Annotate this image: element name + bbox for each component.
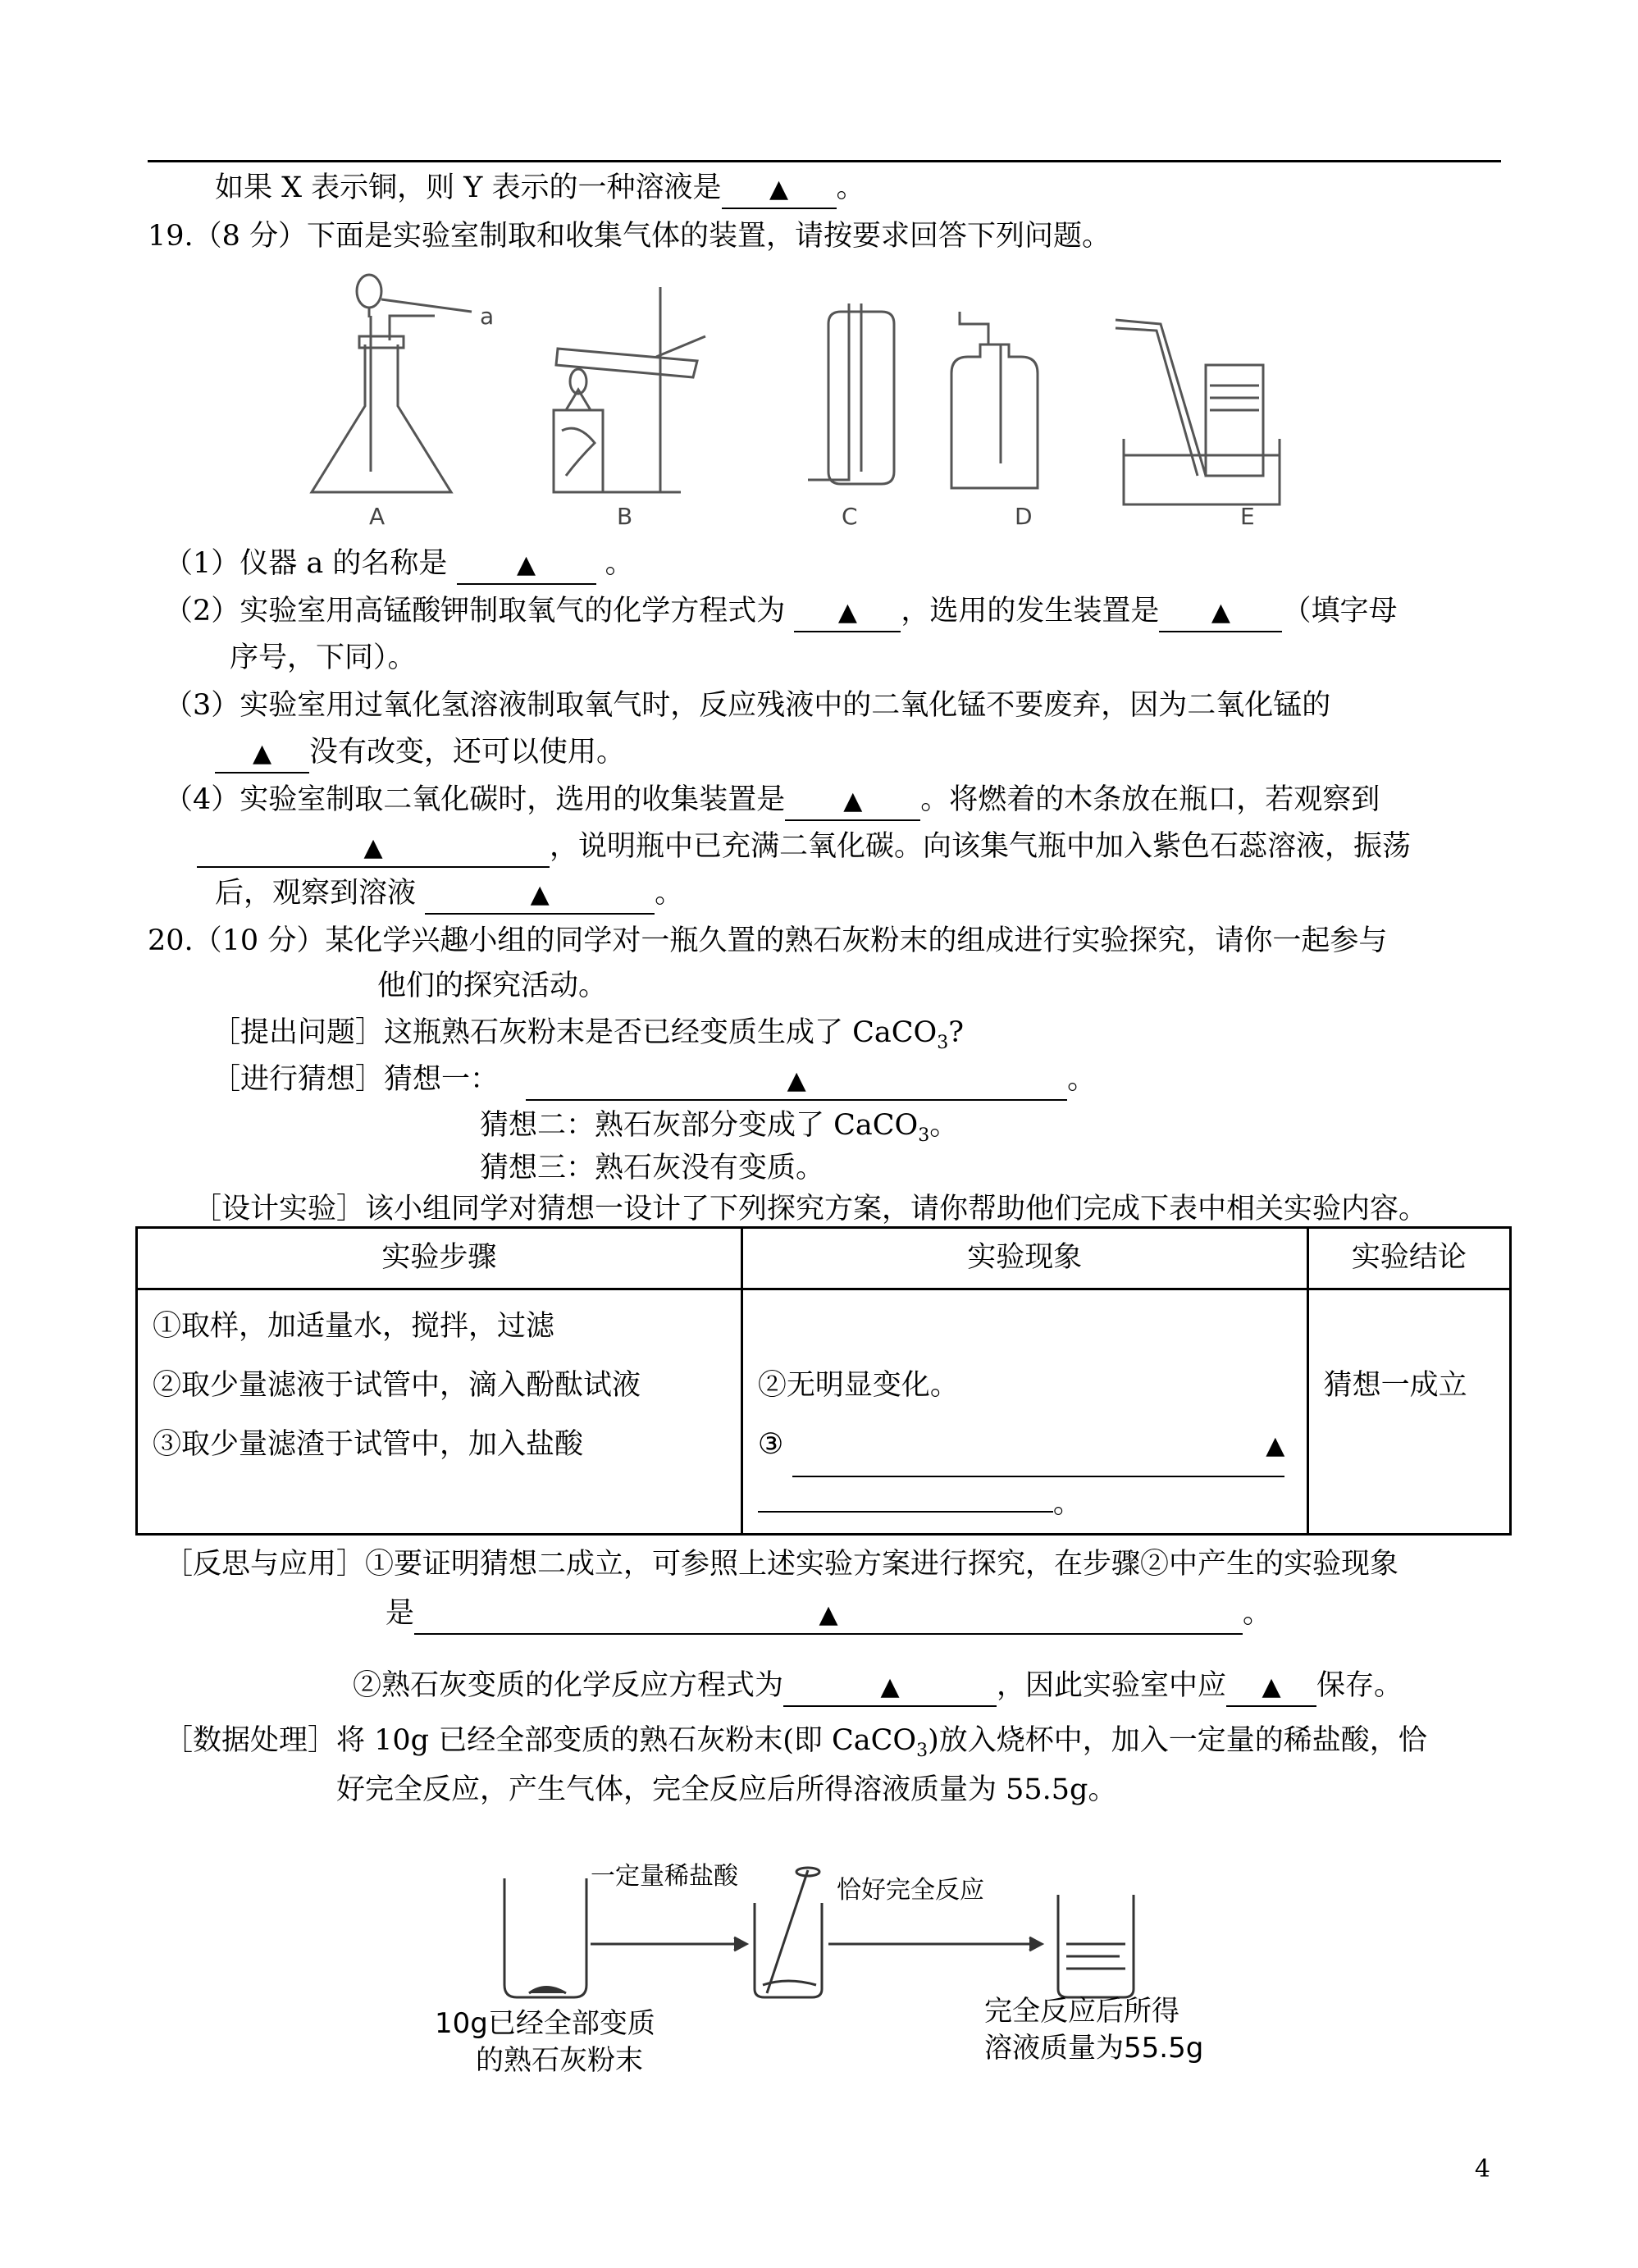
table-cell-phenomena (741, 1289, 1307, 1535)
answer-blank[interactable] (457, 545, 596, 585)
q20-guess3: 猜想三：熟石灰没有变质。 (480, 1152, 825, 1184)
phenomenon-3 (758, 1415, 1292, 1474)
figure-label-b-caption: B (617, 503, 633, 530)
answer-blank[interactable] (425, 875, 655, 915)
q19-part3: （3）实验室用过氧化氢溶液制取氧气时，反应残液中的二氧化锰不要废弃，因为二氧化锰的 (164, 689, 1331, 722)
q20-reflect1-text-b: 是 (386, 1597, 415, 1630)
figure-label-a: a (480, 303, 495, 330)
beaker-stirring-icon (755, 1868, 822, 1997)
q20-question (212, 1015, 964, 1056)
figure-label-a-caption: A (369, 503, 386, 530)
figure-label-e-caption: E (1240, 503, 1255, 530)
step-2: ②取少量滤液于试管中，滴入酚酞试液 (153, 1369, 641, 1402)
q20-reflect1-line2 (386, 1595, 1271, 1635)
q19-part4-text-c: ，说明瓶中已充满二氧化碳。向该集气瓶中加入紫色石蕊溶液，振荡 (550, 830, 1412, 863)
apparatus-e-water-trough (1116, 320, 1280, 504)
q20-data (164, 1723, 1427, 1764)
q19-part4-line2 (197, 828, 1411, 868)
apparatus-figure (295, 267, 1362, 537)
beaker-powder-icon (504, 1878, 586, 1997)
conclusion-text: 猜想一成立 (1323, 1369, 1467, 1402)
q20-data-subscript: 3 (916, 1741, 929, 1761)
q20-guess1-text: ［进行猜想］猜想一： (212, 1063, 500, 1096)
answer-blank[interactable] (783, 1668, 997, 1707)
answer-mark-triangle: ▲ (843, 787, 863, 815)
left-caption-line1: 10g已经全部变质 (435, 2007, 655, 2040)
answer-mark-triangle: ▲ (1262, 1672, 1281, 1701)
right-caption-line1: 完全反应后所得 (984, 1995, 1179, 2028)
q19-part3-text-b: 没有改变，还可以使用。 (309, 736, 626, 769)
step-3: ③取少量滤渣于试管中，加入盐酸 (153, 1428, 584, 1461)
answer-blank[interactable] (792, 1415, 1284, 1477)
q19-part4-text-d: 后，观察到溶液 (215, 877, 417, 910)
q20-question-end: ? (948, 1016, 965, 1049)
answer-mark-triangle: ▲ (787, 1066, 806, 1095)
experiment-table (135, 1226, 1512, 1536)
q18-tail-line (215, 170, 865, 209)
page-number: 4 (1474, 2155, 1490, 2184)
q19-part2-text: （2）实验室用高锰酸钾制取氧气的化学方程式为 (164, 595, 786, 627)
answer-mark-triangle: ▲ (363, 833, 383, 862)
table-cell-steps (137, 1289, 742, 1535)
answer-mark-triangle: ▲ (1266, 1431, 1285, 1460)
answer-mark-triangle: ▲ (880, 1672, 900, 1701)
q19-part2-line2: 序号，下同）。 (230, 641, 417, 674)
table-header-row (137, 1228, 1511, 1289)
answer-blank[interactable] (414, 1595, 1243, 1635)
apparatus-c-collection-bottle (808, 303, 894, 484)
answer-mark-triangle: ▲ (1211, 598, 1230, 627)
answer-blank[interactable] (1159, 593, 1282, 632)
apparatus-d-collection-bottle (951, 312, 1038, 488)
q20-data-line2: 好完全反应，产生气体，完全反应后所得溶液质量为 55.5g。 (336, 1773, 1117, 1806)
table-cell-conclusion (1307, 1289, 1510, 1535)
q20-guess2-text: 猜想二：熟石灰部分变成了 CaCO (480, 1109, 919, 1142)
q20-reflect2-end: 保存。 (1316, 1669, 1403, 1702)
q20-guess2-end: 。 (929, 1109, 959, 1142)
q20-question-text: ［提出问题］这瓶熟石灰粉末是否已经变质生成了 CaCO (212, 1016, 938, 1049)
phenomenon-3-line2 (758, 1474, 1292, 1533)
phenomenon-3-label: ③ (757, 1428, 784, 1461)
q20-stem: 20.（10 分）某化学兴趣小组的同学对一瓶久置的熟石灰粉末的组成进行实验探究，请你一起参与 (148, 924, 1388, 957)
answer-mark-triangle: ▲ (530, 880, 550, 909)
answer-blank[interactable] (794, 593, 901, 632)
q20-guess2-subscript: 3 (918, 1125, 930, 1146)
q19-part2-text-b: ，选用的发生装置是 (901, 595, 1160, 627)
table-header-conclusion: 实验结论 (1307, 1228, 1510, 1289)
apparatus-a-conical-flask (312, 275, 472, 492)
step-1: ①取样，加适量水，搅拌，过滤 (153, 1310, 555, 1343)
q20-guess1-end: 。 (1067, 1063, 1097, 1096)
q18-tail-end: 。 (836, 171, 865, 204)
left-caption-line2: 的熟石灰粉末 (476, 2044, 643, 2077)
answer-blank[interactable] (1226, 1668, 1316, 1707)
answer-blank[interactable] (785, 782, 920, 821)
q19-part4 (164, 782, 1380, 821)
answer-mark-triangle: ▲ (769, 175, 789, 203)
answer-mark-triangle: ▲ (837, 598, 857, 627)
answer-blank[interactable] (722, 170, 837, 209)
answer-mark-triangle: ▲ (819, 1600, 838, 1629)
q19-part1 (164, 545, 634, 585)
arrow2-label: 恰好完全反应 (837, 1876, 984, 1905)
q19-part2 (164, 593, 1397, 632)
q19-part3-line2 (215, 734, 625, 773)
q19-part2-text-c: （填字母 (1282, 595, 1398, 627)
answer-mark-triangle: ▲ (252, 739, 272, 768)
table-row (137, 1289, 1511, 1535)
q20-data-text-b: )放入烧杯中，加入一定量的稀盐酸，恰 (928, 1724, 1427, 1757)
q20-reflect2 (353, 1668, 1403, 1707)
right-caption-line2: 溶液质量为55.5g (984, 2032, 1204, 2065)
phenomenon-2: ②无明显变化。 (757, 1369, 959, 1402)
phenomenon-3-end: 。 (1052, 1487, 1082, 1520)
table-header-steps: 实验步骤 (137, 1228, 742, 1289)
q20-data-text: ［数据处理］将 10g 已经全部变质的熟石灰粉末(即 CaCO (164, 1724, 917, 1757)
q19-part4-end: 。 (655, 877, 684, 910)
q20-reflect1: ［反思与应用］①要证明猜想二成立，可参照上述实验方案进行探究，在步骤②中产生的实验现象 (164, 1548, 1399, 1581)
q20-guess1 (212, 1061, 1096, 1101)
answer-blank[interactable] (758, 1511, 1053, 1513)
apparatus-b-heating-setup (554, 287, 705, 492)
answer-blank[interactable] (197, 828, 550, 868)
q20-guess2 (480, 1107, 958, 1148)
q18-tail-text: 如果 X 表示铜，则 Y 表示的一种溶液是 (215, 171, 722, 204)
q19-part4-text: （4）实验室制取二氧化碳时，选用的收集装置是 (164, 783, 786, 816)
q20-question-subscript: 3 (937, 1033, 949, 1053)
q19-part1-end: 。 (605, 547, 634, 580)
answer-blank[interactable] (215, 734, 309, 773)
header-rule (148, 160, 1501, 162)
q19-part1-text: （1）仪器 a 的名称是 (164, 547, 448, 580)
arrow1-label: 一定量稀盐酸 (591, 1862, 738, 1891)
q20-reflect2-text-b: ，因此实验室中应 (997, 1669, 1227, 1702)
q20-reflect2-text: ②熟石灰变质的化学反应方程式为 (353, 1669, 784, 1702)
figure-label-d-caption: D (1015, 503, 1033, 530)
q20-design: ［设计实验］该小组同学对猜想一设计了下列探究方案，请你帮助他们完成下表中相关实验内容。 (193, 1193, 1428, 1225)
q19-part4-line3 (215, 875, 683, 915)
q19-part4-text-b: 。将燃着的木条放在瓶口，若观察到 (920, 783, 1380, 816)
q19-stem: 19.（8 分）下面是实验室制取和收集气体的装置，请按要求回答下列问题。 (148, 220, 1111, 253)
answer-blank[interactable] (526, 1061, 1067, 1101)
table-header-phenomena: 实验现象 (741, 1228, 1307, 1289)
beaker-solution-icon (1058, 1895, 1134, 1997)
q20-stem-line2: 他们的探究活动。 (377, 970, 608, 1002)
q20-reflect1-end: 。 (1243, 1597, 1272, 1630)
figure-label-c-caption: C (842, 503, 858, 530)
answer-mark-triangle: ▲ (516, 550, 536, 579)
